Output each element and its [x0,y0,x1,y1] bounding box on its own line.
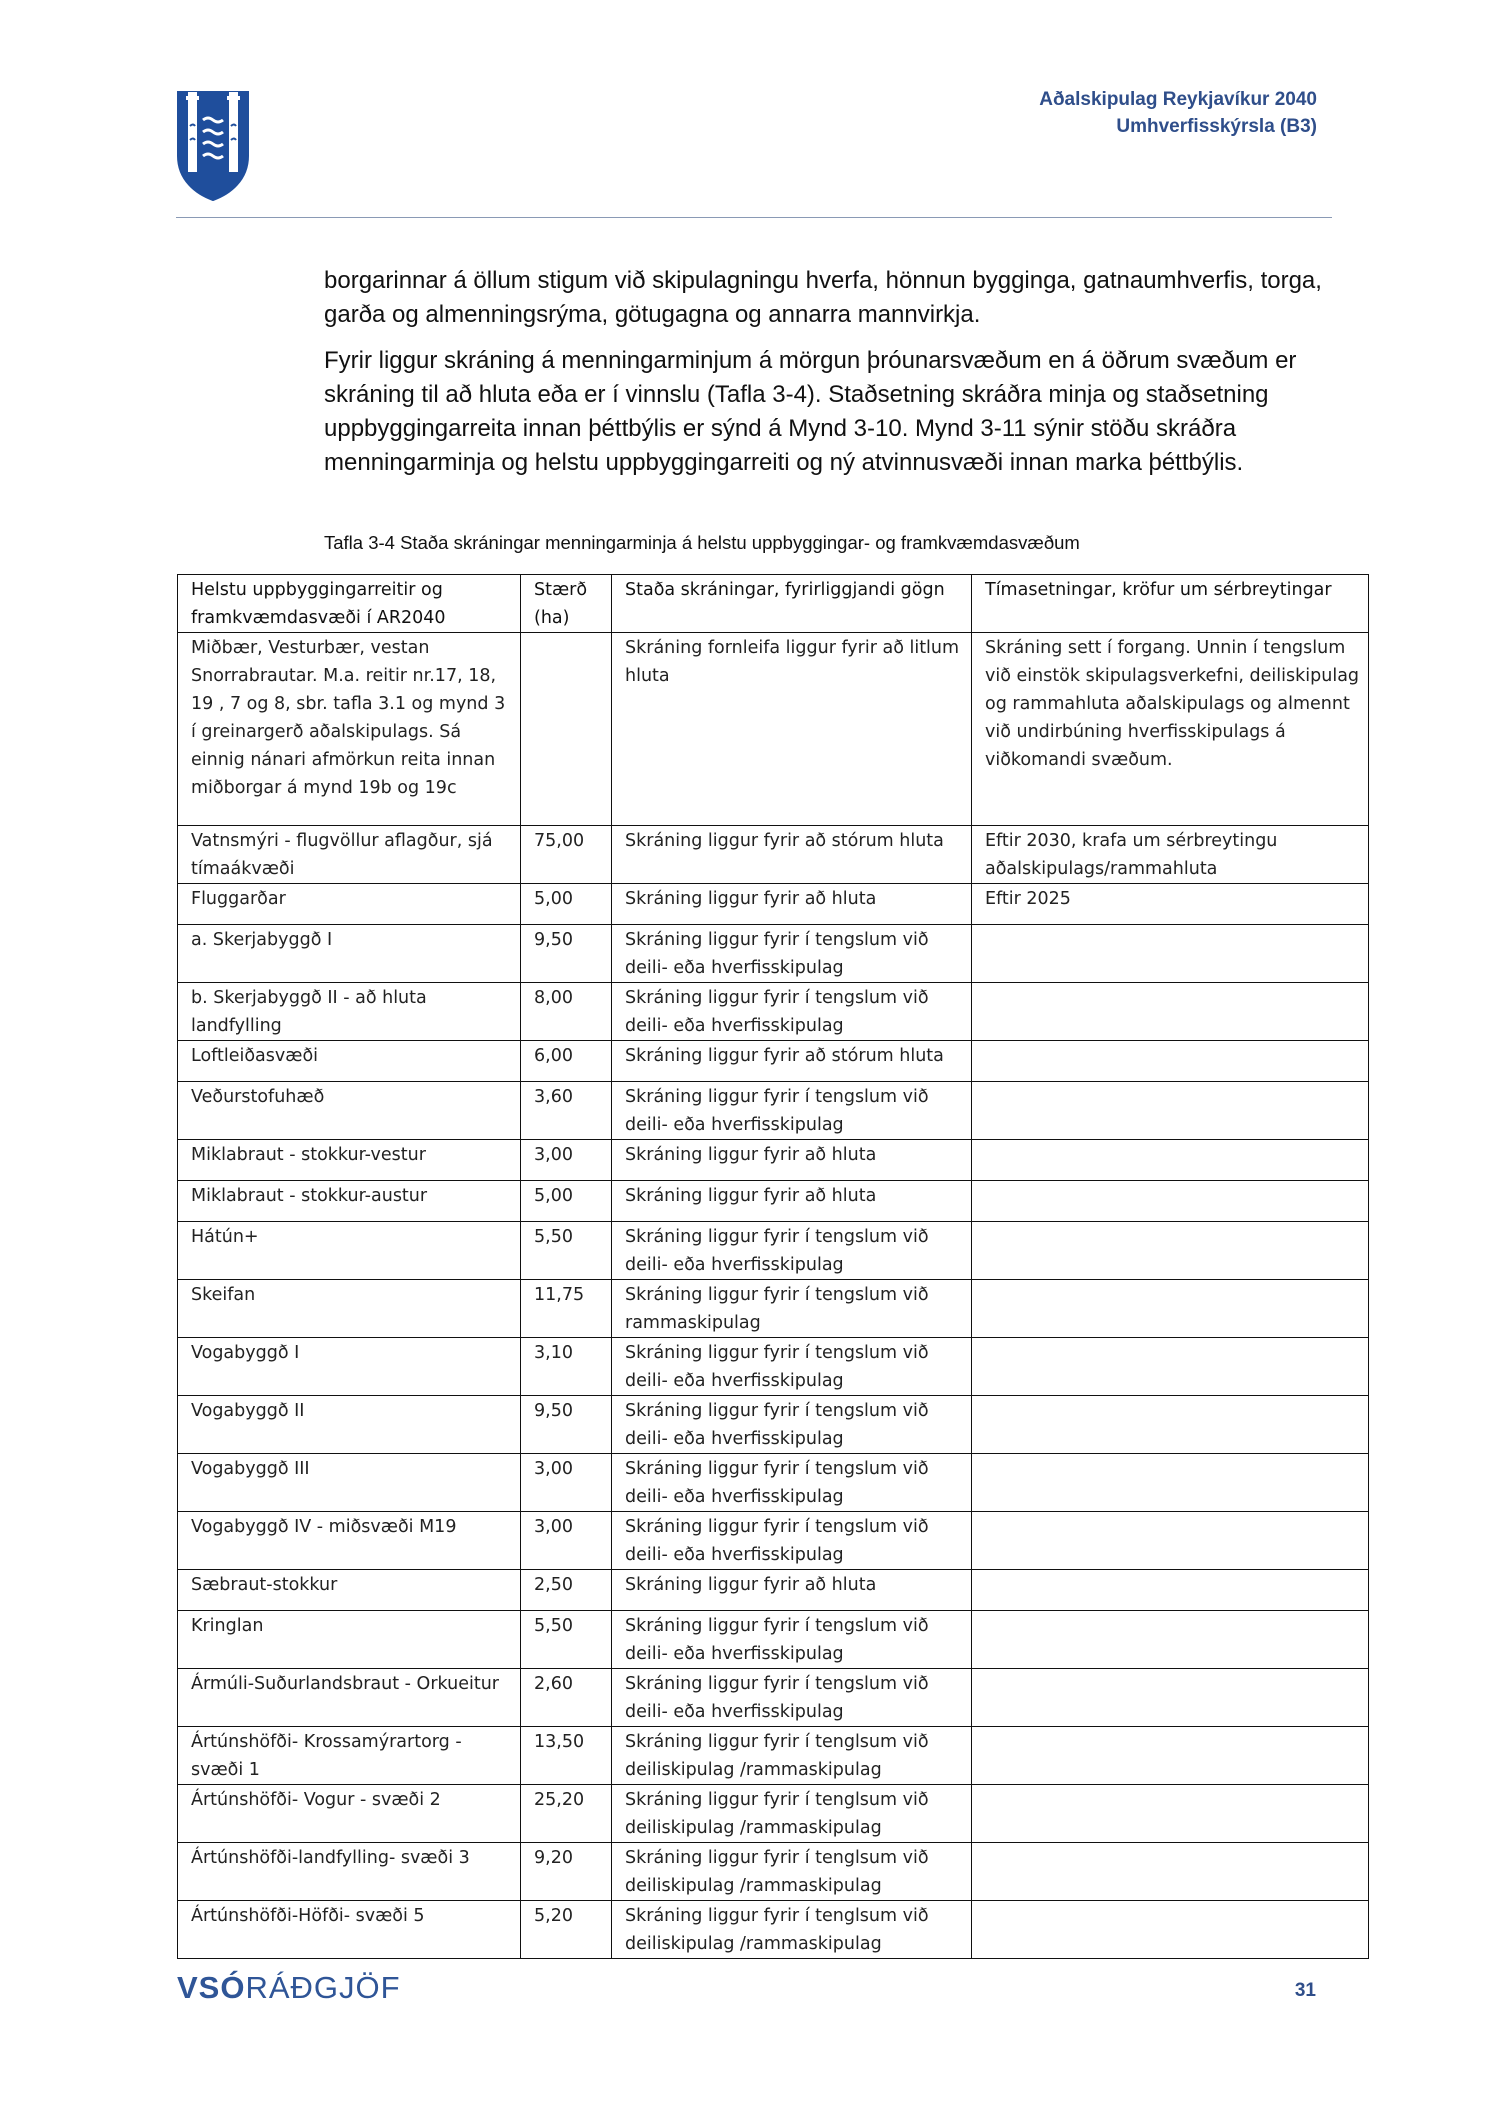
cell-size-ha: 9,20 [521,1843,612,1901]
cell-size-ha: 25,20 [521,1785,612,1843]
table-row [178,1181,1369,1222]
cell-area: Fluggarðar [178,884,521,925]
cell-timing [972,1512,1369,1570]
logo-vso: VSÓ [177,1970,246,2005]
table-row [178,1396,1369,1454]
cell-area: Vogabyggð III [178,1454,521,1512]
header-title: Aðalskipulag Reykjavíkur 2040 [1039,89,1317,110]
cell-registration-status: Skráning liggur fyrir í tengslum við rammaskipulag [612,1280,972,1338]
cell-area: Sæbraut-stokkur [178,1570,521,1611]
cell-size-ha: 2,60 [521,1669,612,1727]
cell-size-ha: 3,00 [521,1512,612,1570]
cell-area: Miklabraut - stokkur-austur [178,1181,521,1222]
cell-area: Hátún+ [178,1222,521,1280]
table-row [178,633,1369,826]
table-header-row [178,575,1369,633]
cell-size-ha: 5,00 [521,1181,612,1222]
cell-timing [972,1454,1369,1512]
table-row [178,1611,1369,1669]
cell-timing [972,1338,1369,1396]
cell-timing [972,983,1369,1041]
cell-area: Vogabyggð IV - miðsvæði M19 [178,1512,521,1570]
cell-timing [972,1280,1369,1338]
body-text [324,264,1339,492]
table-row [178,1901,1369,1959]
table-row [178,826,1369,884]
cell-size-ha: 2,50 [521,1570,612,1611]
page-number: 31 [1294,1980,1316,2001]
cell-size-ha: 6,00 [521,1041,612,1082]
cell-size-ha: 11,75 [521,1280,612,1338]
cell-area: b. Skerjabyggð II - að hluta landfylling [178,983,521,1041]
cell-timing [972,1041,1369,1082]
cell-area: Loftleiðasvæði [178,1041,521,1082]
column-header: Helstu uppbyggingarreitir og framkvæmdasvæði í AR2040 [178,575,521,633]
cell-size-ha: 13,50 [521,1727,612,1785]
cell-timing [972,1570,1369,1611]
cell-area: Ártúnshöfði- Krossamýrartorg - svæði 1 [178,1727,521,1785]
cell-size-ha [521,633,612,826]
table-row [178,884,1369,925]
cell-registration-status: Skráning liggur fyrir í tenglsum við deiliskipulag /rammaskipulag [612,1727,972,1785]
table-row [178,1041,1369,1082]
cell-registration-status: Skráning liggur fyrir í tengslum við deili- eða hverfisskipulag [612,1396,972,1454]
cell-registration-status: Skráning liggur fyrir í tengslum við deili- eða hverfisskipulag [612,1512,972,1570]
table-row [178,1338,1369,1396]
column-header: Tímasetningar, kröfur um sérbreytingar [972,575,1369,633]
cell-area: Ármúli-Suðurlandsbraut - Orkueitur [178,1669,521,1727]
cell-registration-status: Skráning liggur fyrir í tengslum við deili- eða hverfisskipulag [612,925,972,983]
cell-area: Vogabyggð I [178,1338,521,1396]
table-row [178,1785,1369,1843]
reykjavik-coat-of-arms-logo [176,90,250,202]
cell-registration-status: Skráning liggur fyrir að hluta [612,1181,972,1222]
cell-size-ha: 8,00 [521,983,612,1041]
cell-registration-status: Skráning liggur fyrir í tengslum við deili- eða hverfisskipulag [612,1222,972,1280]
cell-timing [972,1611,1369,1669]
cell-area: Vogabyggð II [178,1396,521,1454]
cell-registration-status: Skráning fornleifa liggur fyrir að litlum hluta [612,633,972,826]
cell-timing: Skráning sett í forgang. Unnin í tengslum við einstök skipulagsverkefni, deiliskipulag og rammahluta aðalskipulags og almennt við undirbúning hverfisskipulags á viðkomandi svæðum. [972,633,1369,826]
cell-area: Vatnsmýri - flugvöllur aflagður, sjá tímaákvæði [178,826,521,884]
cell-registration-status: Skráning liggur fyrir í tengslum við deili- eða hverfisskipulag [612,1082,972,1140]
logo-radgjof: RÁÐGJÖF [245,1970,401,2005]
table-row [178,1570,1369,1611]
cell-registration-status: Skráning liggur fyrir að stórum hluta [612,826,972,884]
cell-registration-status: Skráning liggur fyrir í tengslum við deili- eða hverfisskipulag [612,983,972,1041]
cell-timing [972,1843,1369,1901]
cell-size-ha: 3,60 [521,1082,612,1140]
cell-timing: Eftir 2030, krafa um sérbreytingu aðalskipulags/rammahluta [972,826,1369,884]
table-row [178,1727,1369,1785]
cell-area: Miklabraut - stokkur-vestur [178,1140,521,1181]
header-subtitle: Umhverfisskýrsla (B3) [1116,116,1317,137]
document-header [1039,86,1317,140]
column-header: Stærð (ha) [521,575,612,633]
cell-timing [972,1140,1369,1181]
cell-registration-status: Skráning liggur fyrir í tengslum við deili- eða hverfisskipulag [612,1611,972,1669]
table-row [178,1280,1369,1338]
table-row [178,1082,1369,1140]
cell-area: Miðbær, Vesturbær, vestan Snorrabrautar. M.a. reitir nr.17, 18, 19 , 7 og 8, sbr. tafla 3.1 og mynd 3 í greinargerð aðalskipulags. Sá einnig nánari afmörkun reita innan miðborgar á mynd 19b og 19c [178,633,521,826]
cell-area: Veðurstofuhæð [178,1082,521,1140]
cell-registration-status: Skráning liggur fyrir í tengslum við deili- eða hverfisskipulag [612,1669,972,1727]
cell-timing [972,1222,1369,1280]
heritage-registration-table [177,574,1369,1959]
cell-area: Ártúnshöfði- Vogur - svæði 2 [178,1785,521,1843]
column-header: Staða skráningar, fyrirliggjandi gögn [612,575,972,633]
table-caption: Tafla 3-4 Staða skráningar menningarminja á helstu uppbyggingar- og framkvæmdasvæðum [324,532,1080,553]
cell-size-ha: 5,20 [521,1901,612,1959]
cell-registration-status: Skráning liggur fyrir í tengslum við deili- eða hverfisskipulag [612,1454,972,1512]
cell-size-ha: 5,50 [521,1611,612,1669]
cell-registration-status: Skráning liggur fyrir í tenglsum við deiliskipulag /rammaskipulag [612,1785,972,1843]
cell-registration-status: Skráning liggur fyrir að stórum hluta [612,1041,972,1082]
cell-size-ha: 9,50 [521,1396,612,1454]
table-row [178,1512,1369,1570]
table-row [178,1669,1369,1727]
cell-size-ha: 3,10 [521,1338,612,1396]
cell-timing [972,1727,1369,1785]
cell-timing [972,1082,1369,1140]
cell-area: a. Skerjabyggð I [178,925,521,983]
cell-area: Skeifan [178,1280,521,1338]
header-divider [176,217,1332,218]
cell-timing [972,1669,1369,1727]
table-row [178,1843,1369,1901]
cell-size-ha: 5,50 [521,1222,612,1280]
cell-timing [972,925,1369,983]
cell-size-ha: 9,50 [521,925,612,983]
cell-timing [972,1181,1369,1222]
cell-timing [972,1396,1369,1454]
cell-timing [972,1785,1369,1843]
table-row [178,925,1369,983]
vso-radgjof-logo [177,1970,401,2006]
cell-registration-status: Skráning liggur fyrir að hluta [612,884,972,925]
cell-area: Ártúnshöfði-landfylling- svæði 3 [178,1843,521,1901]
cell-size-ha: 75,00 [521,826,612,884]
cell-registration-status: Skráning liggur fyrir í tenglsum við deiliskipulag /rammaskipulag [612,1901,972,1959]
cell-area: Kringlan [178,1611,521,1669]
cell-size-ha: 5,00 [521,884,612,925]
cell-area: Ártúnshöfði-Höfði- svæði 5 [178,1901,521,1959]
table-row [178,1454,1369,1512]
cell-size-ha: 3,00 [521,1140,612,1181]
cell-registration-status: Skráning liggur fyrir að hluta [612,1140,972,1181]
cell-registration-status: Skráning liggur fyrir að hluta [612,1570,972,1611]
cell-registration-status: Skráning liggur fyrir í tenglsum við deiliskipulag /rammaskipulag [612,1843,972,1901]
table-row [178,1222,1369,1280]
cell-timing [972,1901,1369,1959]
cell-registration-status: Skráning liggur fyrir í tengslum við deili- eða hverfisskipulag [612,1338,972,1396]
table-row [178,983,1369,1041]
cell-size-ha: 3,00 [521,1454,612,1512]
table-row [178,1140,1369,1181]
cell-timing: Eftir 2025 [972,884,1369,925]
paragraph-1: borgarinnar á öllum stigum við skipulagningu hverfa, hönnun bygginga, gatnaumhverfis, torga, garða og almenningsrýma, götugagna og annarra mannvirkja. [324,267,1322,328]
paragraph-2: Fyrir liggur skráning á menningarminjum á mörgun þróunarsvæðum en á öðrum svæðum er skráning til að hluta eða er í vinnslu (Tafla 3-4). Staðsetning skráðra minja og staðsetning uppbyggingarreita innan þéttbýlis er sýnd á Mynd 3-10. Mynd 3-11 sýnir stöðu skráðra menningarminja og helstu uppbyggingarreiti og ný atvinnusvæði innan marka þéttbýlis. [324,347,1297,476]
